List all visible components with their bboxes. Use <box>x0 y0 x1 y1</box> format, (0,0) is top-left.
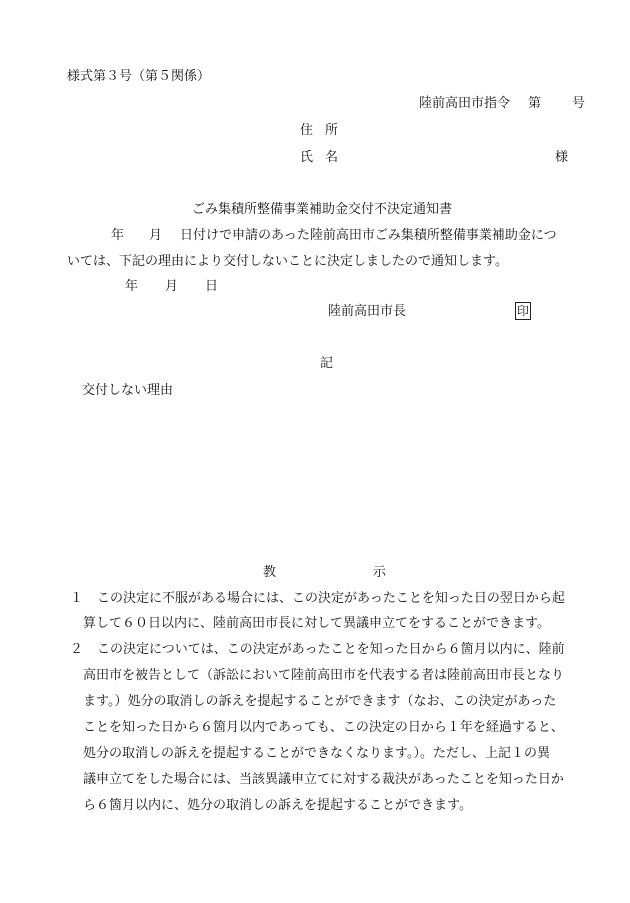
item-2-line-1: この決定については、この決定があったことを知った日から６箇月以内に、陸前 <box>97 642 565 657</box>
seal-char: 印 <box>517 304 530 318</box>
address-label-2: 所 <box>325 123 339 138</box>
name-label-2: 名 <box>325 150 339 165</box>
item-2-line-6: 議申立てをした場合には、当該異議申立てに対する裁決があったことを知った日か <box>83 772 564 787</box>
body-line-1: 日付けで申請のあった陸前高田市ごみ集積所整備事業補助金につ <box>180 228 557 243</box>
record-heading: 記 <box>320 356 334 371</box>
item-1-line-1: この決定に不服がある場合には、この決定があったことを知った日の翌日から起 <box>97 591 565 606</box>
item-2-line-7: ら６箇月以内に、処分の取消しの訴えを提起することができます。 <box>83 798 472 813</box>
item-2-line-5: 処分の取消しの訴えを提起することができなくなります。）。ただし、上記１の異 <box>83 746 550 761</box>
form-number: 様式第３号（第５関係） <box>67 69 211 84</box>
seal-mark <box>515 302 531 320</box>
name-label-1: 氏 <box>300 150 314 165</box>
reason-label: 交付しない理由 <box>82 383 174 398</box>
directive-dai: 第 <box>528 96 542 111</box>
item-2-line-3: ます。）処分の取消しの訴えを提起することができます（なお、この決定があった <box>83 694 557 709</box>
body-line-2: いては、下記の理由により交付しないことに決定しましたので通知します。 <box>67 254 508 269</box>
item-2-line-4: ことを知った日から６箇月以内であっても、この決定の日から１年を経過すると、 <box>83 720 564 735</box>
address-label-1: 住 <box>300 123 314 138</box>
item-2-line-2: 高田市を被告として（訴訟において陸前高田市を代表する者は陸前高田市長となり <box>83 668 565 683</box>
instruction-heading-1: 教 <box>263 565 277 580</box>
item-number-1: １ <box>70 591 84 606</box>
directive-go: 号 <box>572 96 586 111</box>
directive-prefix: 陸前高田市指令 <box>419 96 511 111</box>
body-year: 年 <box>111 228 125 243</box>
date-day: 日 <box>205 279 219 294</box>
instruction-heading-2: 示 <box>373 565 387 580</box>
date-year: 年 <box>125 279 139 294</box>
issuer-name: 陸前高田市長 <box>328 304 407 319</box>
document-title: ごみ集積所整備事業補助金交付不決定通知書 <box>192 202 453 217</box>
item-number-2: ２ <box>70 642 84 657</box>
item-1-line-2: 算して６０日以内に、陸前高田市長に対して異議申立てをすることができます。 <box>83 616 550 631</box>
honorific: 様 <box>555 150 569 165</box>
body-month: 月 <box>149 228 163 243</box>
date-month: 月 <box>165 279 179 294</box>
